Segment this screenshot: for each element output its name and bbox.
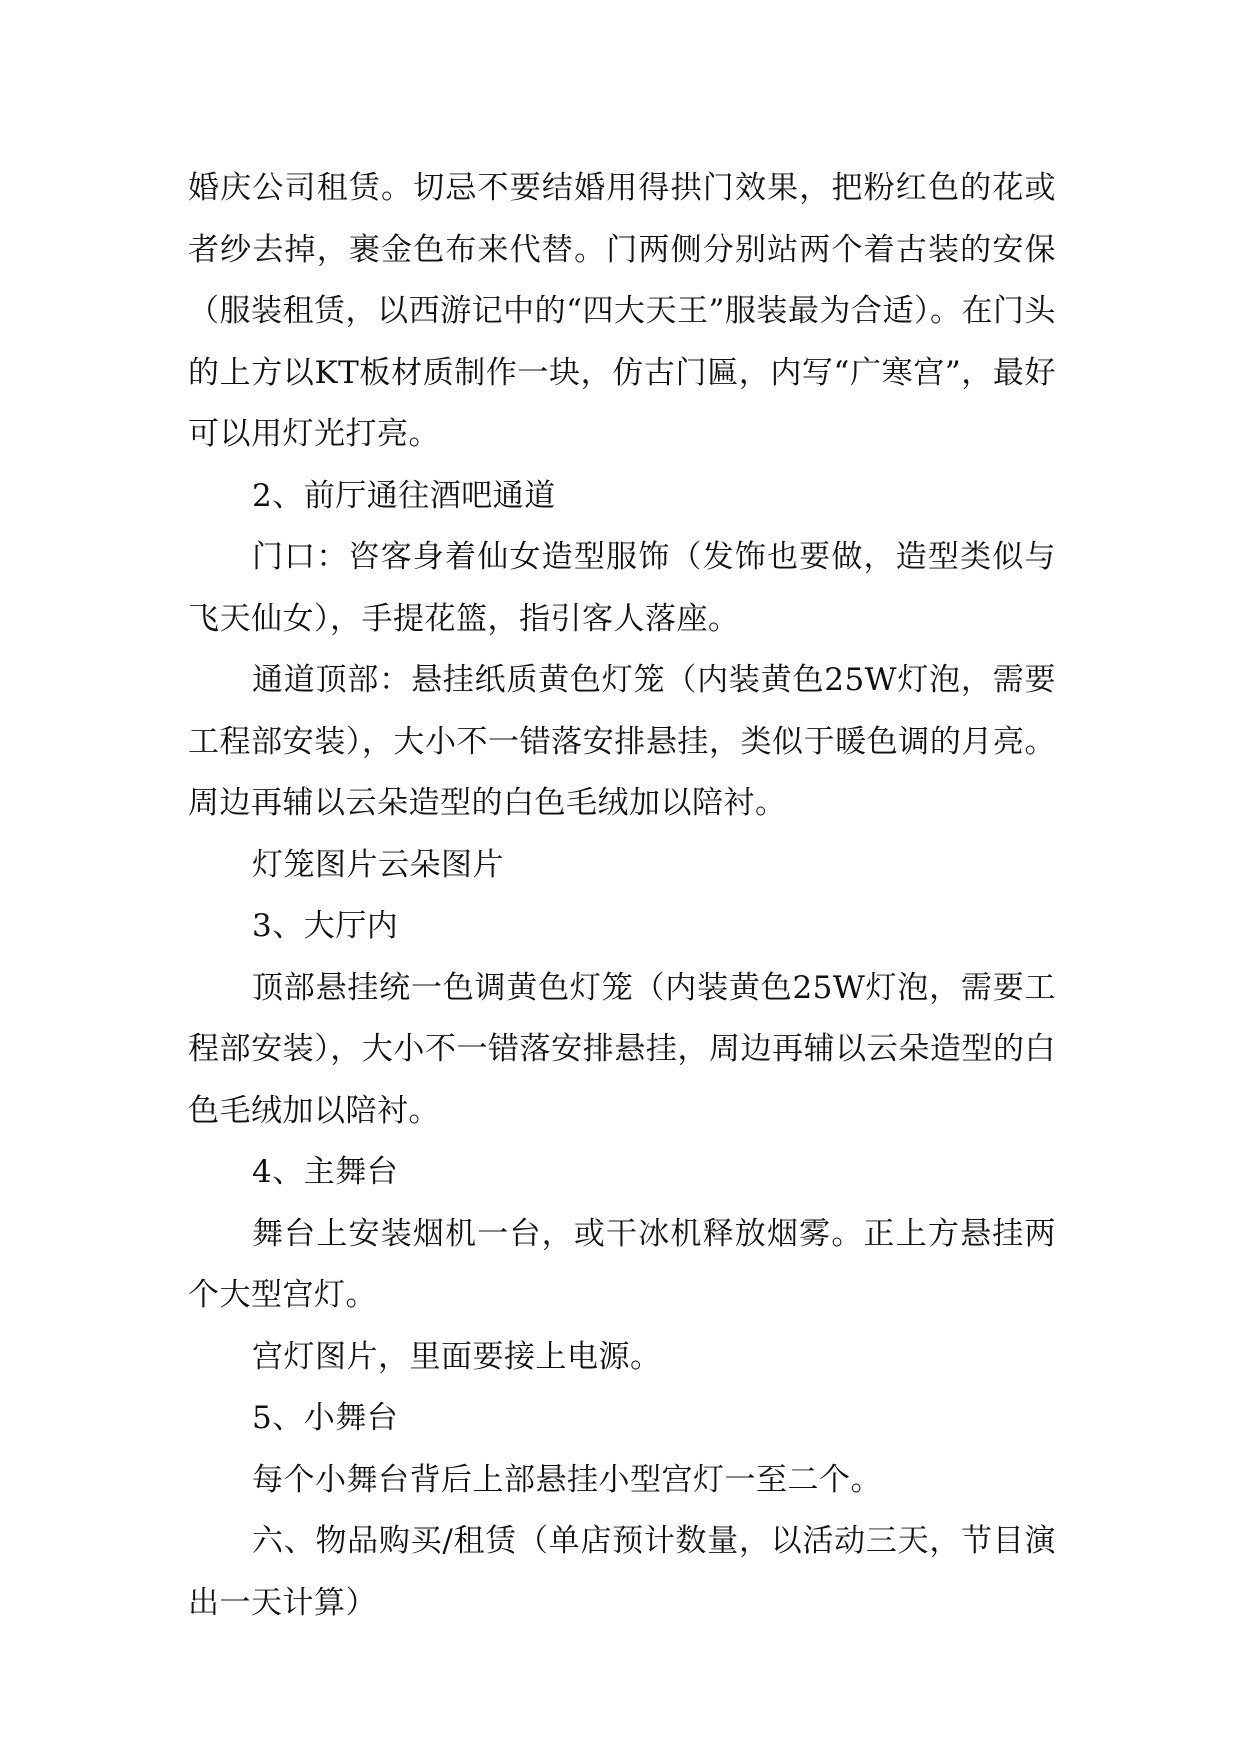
paragraph-lantern-cloud-images: 灯笼图片云朵图片 bbox=[252, 846, 504, 883]
heading-purchase-rental: 六、物品购买/租赁（单店预计数量，以活动三天，节目演出一天计算） bbox=[188, 1523, 1056, 1621]
heading-main-hall: 3、大厅内 bbox=[252, 908, 399, 944]
paragraph-small-stage: 每个小舞台背后上部悬挂小型宫灯一至二个。 bbox=[252, 1461, 882, 1498]
heading-small-stage: 5、小舞台 bbox=[252, 1400, 399, 1436]
paragraph-main-stage: 舞台上安装烟机一台，或干冰机释放烟雾。正上方悬挂两个大型宫灯。 bbox=[188, 1215, 1056, 1313]
paragraph-passage-ceiling: 通道顶部：悬挂纸质黄色灯笼（内装黄色25W灯泡，需要工程部安装），大小不一错落安排悬挂，类似于暖色调的月亮。周边再辅以云朵造型的白色毛绒加以陪衬。 bbox=[188, 662, 1056, 821]
heading-main-stage: 4、主舞台 bbox=[252, 1154, 399, 1190]
paragraph-rental-continuation: 婚庆公司租赁。切忌不要结婚用得拱门效果，把粉红色的花或者纱去掉，裹金色布来代替。门两侧分别站两个着古装的安保（服装租赁，以西游记中的“四大天王”服装最为合适）。在门头的上方以KT板材质制作一块，仿古门匾，内写“广寒宫”，最好可以用灯光打亮。 bbox=[188, 170, 1056, 452]
paragraph-entrance-greeter: 门口：咨客身着仙女造型服饰（发饰也要做，造型类似与飞天仙女），手提花篮，指引客人落座。 bbox=[188, 539, 1056, 637]
document-body bbox=[188, 158, 1056, 1634]
paragraph-palace-lantern-images: 宫灯图片，里面要接上电源。 bbox=[252, 1338, 662, 1375]
paragraph-hall-ceiling: 顶部悬挂统一色调黄色灯笼（内装黄色25W灯泡，需要工程部安装），大小不一错落安排悬挂，周边再辅以云朵造型的白色毛绒加以陪衬。 bbox=[188, 969, 1056, 1129]
heading-lobby-to-bar-passage: 2、前厅通往酒吧通道 bbox=[252, 477, 556, 514]
